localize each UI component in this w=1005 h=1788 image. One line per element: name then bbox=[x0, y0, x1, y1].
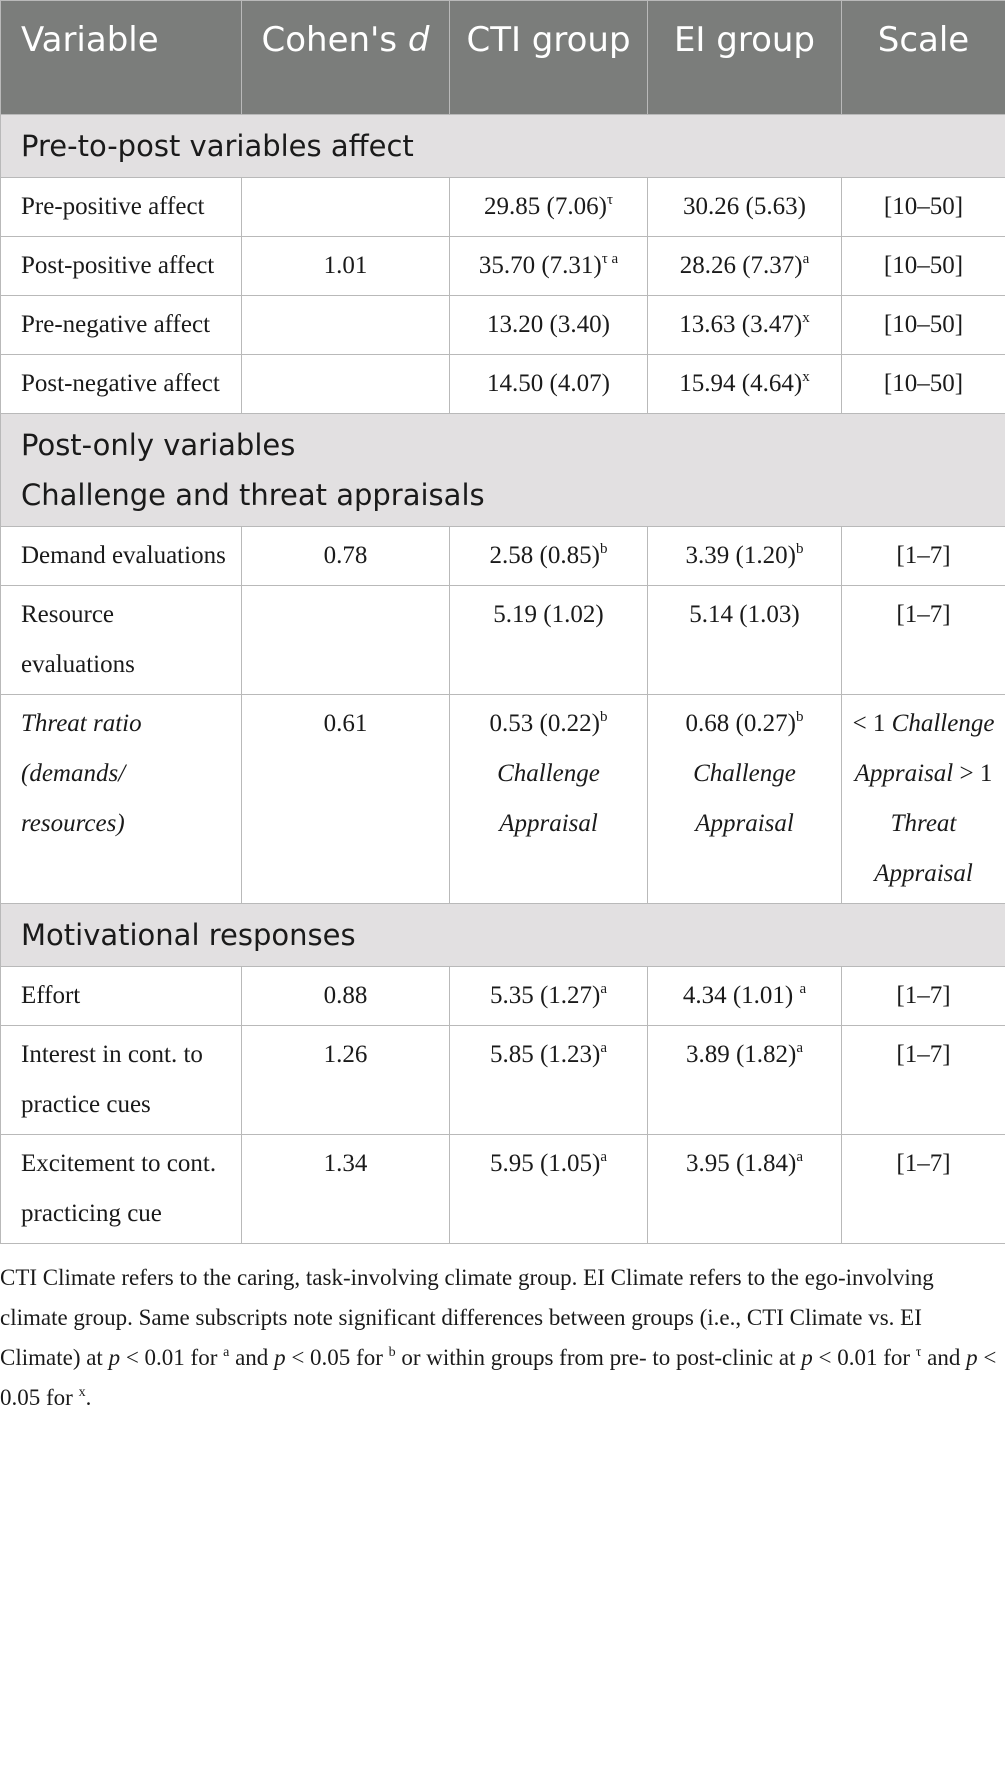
cti-mean-sd: 0.53 (0.22) bbox=[489, 710, 600, 737]
ei-value bbox=[648, 296, 842, 355]
scale-value: [1–7] bbox=[842, 967, 1005, 1026]
ei-superscript: a bbox=[796, 1040, 804, 1056]
cti-value bbox=[450, 1135, 648, 1244]
cti-superscript: a bbox=[600, 981, 608, 997]
header-ei-group: EI group bbox=[648, 1, 842, 115]
cohens-d-value bbox=[242, 178, 450, 237]
row-label: Interest in cont. to practice cues bbox=[1, 1026, 242, 1135]
cti-value bbox=[450, 967, 648, 1026]
note-sup: τ bbox=[915, 1345, 922, 1360]
cti-superscript: τ bbox=[606, 192, 613, 208]
ei-superscript: b bbox=[795, 541, 804, 557]
ei-mean-sd: 3.39 (1.20) bbox=[685, 542, 796, 569]
scale-lt-one: < 1 bbox=[852, 710, 886, 737]
ei-value bbox=[648, 1026, 842, 1135]
note-text: < 0.01 for bbox=[120, 1345, 224, 1370]
scale-threat-appraisal: Threat Appraisal bbox=[874, 810, 973, 887]
scale-value: [1–7] bbox=[842, 586, 1005, 695]
cti-mean-sd: 5.85 (1.23) bbox=[489, 1041, 601, 1068]
section-title-line1: Post-only variables bbox=[21, 428, 296, 462]
cti-mean-sd: 5.95 (1.05) bbox=[489, 1150, 601, 1177]
table-row bbox=[1, 586, 1005, 695]
row-label: Resource evaluations bbox=[1, 586, 242, 695]
ei-mean-sd: 4.34 (1.01) bbox=[682, 982, 800, 1009]
ei-mean-sd: 3.89 (1.82) bbox=[685, 1041, 797, 1068]
section-title-post-only bbox=[1, 414, 1005, 527]
section-row-affect bbox=[1, 115, 1005, 178]
section-title-line2: Challenge and threat appraisals bbox=[21, 478, 485, 512]
cohens-d-value bbox=[242, 586, 450, 695]
cti-mean-sd: 29.85 (7.06) bbox=[484, 193, 607, 220]
ei-value bbox=[648, 178, 842, 237]
ei-value bbox=[648, 1135, 842, 1244]
cohens-d-value bbox=[242, 296, 450, 355]
cohens-d-value bbox=[242, 355, 450, 414]
scale-value: [10–50] bbox=[842, 178, 1005, 237]
cti-value bbox=[450, 1026, 648, 1135]
ei-mean-sd: 28.26 (7.37) bbox=[679, 252, 803, 279]
table-row bbox=[1, 296, 1005, 355]
cti-superscript: a bbox=[600, 1040, 608, 1056]
cti-superscript: b bbox=[599, 541, 608, 557]
ei-superscript: a bbox=[799, 981, 807, 997]
table-row bbox=[1, 237, 1005, 296]
section-title-motivational: Motivational responses bbox=[1, 904, 1005, 967]
note-text: or within groups from pre- to post-clinic at bbox=[395, 1345, 802, 1370]
scale-value: [1–7] bbox=[842, 527, 1005, 586]
cohens-d-value: 0.78 bbox=[242, 527, 450, 586]
row-label: Demand evaluations bbox=[1, 527, 242, 586]
note-text: < 0.01 for bbox=[812, 1345, 916, 1370]
cti-mean-sd: 5.19 (1.02) bbox=[493, 601, 604, 628]
cti-mean-sd: 35.70 (7.31) bbox=[478, 252, 602, 279]
scale-value: [10–50] bbox=[842, 237, 1005, 296]
ei-mean-sd: 30.26 (5.63) bbox=[683, 193, 806, 220]
row-label: Pre-negative affect bbox=[1, 296, 242, 355]
cti-superscript: a bbox=[600, 1149, 608, 1165]
row-label: Excitement to cont. practicing cue bbox=[1, 1135, 242, 1244]
header-variable: Variable bbox=[1, 1, 242, 115]
ei-value bbox=[648, 237, 842, 296]
row-label: Post-positive affect bbox=[1, 237, 242, 296]
table-footnote bbox=[0, 1244, 997, 1418]
cohens-d-value: 1.01 bbox=[242, 237, 450, 296]
table-row bbox=[1, 1026, 1005, 1135]
scale-value: [1–7] bbox=[842, 1135, 1005, 1244]
cohens-d-value: 1.34 bbox=[242, 1135, 450, 1244]
table-row bbox=[1, 967, 1005, 1026]
header-row bbox=[1, 1, 1005, 115]
header-cti-group: CTI group bbox=[450, 1, 648, 115]
scale-value: [1–7] bbox=[842, 1026, 1005, 1135]
cti-mean-sd: 13.20 (3.40) bbox=[487, 311, 610, 338]
row-label: Pre-positive affect bbox=[1, 178, 242, 237]
note-sup: a bbox=[223, 1345, 230, 1360]
ei-mean-sd: 0.68 (0.27) bbox=[685, 710, 796, 737]
note-p: p bbox=[966, 1345, 978, 1370]
table-row bbox=[1, 178, 1005, 237]
ei-superscript: x bbox=[802, 310, 810, 326]
row-label: Post-negative affect bbox=[1, 355, 242, 414]
ei-superscript: a bbox=[802, 251, 810, 267]
note-p: p bbox=[274, 1345, 286, 1370]
cti-superscript: τ a bbox=[601, 251, 619, 267]
row-label: Threat ratio (demands/ resources) bbox=[1, 695, 242, 904]
cti-mean-sd: 2.58 (0.85) bbox=[489, 542, 600, 569]
table-row bbox=[1, 527, 1005, 586]
scale-value bbox=[842, 695, 1005, 904]
cti-value bbox=[450, 695, 648, 904]
cti-superscript: b bbox=[599, 709, 608, 725]
ei-superscript: x bbox=[802, 369, 810, 385]
ei-appraisal: Challenge Appraisal bbox=[693, 760, 796, 837]
ei-mean-sd: 5.14 (1.03) bbox=[689, 601, 800, 628]
header-cohens-d-text: Cohen's bbox=[261, 20, 398, 60]
scale-challenge-appraisal: Challenge Appraisal bbox=[854, 710, 995, 787]
note-text: and bbox=[229, 1345, 275, 1370]
ei-mean-sd: 15.94 (4.64) bbox=[679, 370, 803, 397]
header-cohens-d bbox=[242, 1, 450, 115]
cti-value bbox=[450, 237, 648, 296]
note-p: p bbox=[108, 1345, 121, 1370]
cti-value bbox=[450, 586, 648, 695]
cti-value bbox=[450, 296, 648, 355]
scale-gt-one: > 1 bbox=[959, 760, 993, 787]
header-cohens-d-symbol: d bbox=[407, 20, 430, 60]
cti-mean-sd: 5.35 (1.27) bbox=[489, 982, 601, 1009]
section-title-affect: Pre-to-post variables affect bbox=[1, 115, 1005, 178]
note-p: p bbox=[801, 1345, 813, 1370]
note-sup: x bbox=[78, 1385, 86, 1400]
cti-mean-sd: 14.50 (4.07) bbox=[487, 370, 610, 397]
cohens-d-value: 0.88 bbox=[242, 967, 450, 1026]
note-text: . bbox=[85, 1385, 92, 1410]
cti-value bbox=[450, 178, 648, 237]
table-row bbox=[1, 1135, 1005, 1244]
ei-mean-sd: 13.63 (3.47) bbox=[679, 311, 803, 338]
ei-value bbox=[648, 355, 842, 414]
ei-superscript: a bbox=[796, 1149, 804, 1165]
note-text: < 0.05 for bbox=[0, 1345, 997, 1410]
cti-value bbox=[450, 527, 648, 586]
ei-value bbox=[648, 527, 842, 586]
header-scale: Scale bbox=[842, 1, 1005, 115]
ei-value bbox=[648, 586, 842, 695]
ei-superscript: b bbox=[795, 709, 804, 725]
section-row-post-only bbox=[1, 414, 1005, 527]
row-label: Effort bbox=[1, 967, 242, 1026]
ei-value bbox=[648, 967, 842, 1026]
cohens-d-value: 0.61 bbox=[242, 695, 450, 904]
section-row-motivational bbox=[1, 904, 1005, 967]
scale-value: [10–50] bbox=[842, 355, 1005, 414]
cti-appraisal: Challenge Appraisal bbox=[497, 760, 600, 837]
note-text: < 0.05 for bbox=[285, 1345, 389, 1370]
note-text: and bbox=[921, 1345, 967, 1370]
ei-mean-sd: 3.95 (1.84) bbox=[685, 1150, 797, 1177]
table-row-threat-ratio bbox=[1, 695, 1005, 904]
note-text: CTI Climate refers to the caring, task-involving climate group. EI Climate refers to the ego-involving climate group. Same subscripts note significant differences between groups (i.e., CTI Climate vs. EI Climate) at bbox=[0, 1265, 934, 1370]
table-row bbox=[1, 355, 1005, 414]
ei-value bbox=[648, 695, 842, 904]
note-sup: b bbox=[388, 1345, 396, 1360]
cti-value bbox=[450, 355, 648, 414]
cohens-d-value: 1.26 bbox=[242, 1026, 450, 1135]
scale-value: [10–50] bbox=[842, 296, 1005, 355]
